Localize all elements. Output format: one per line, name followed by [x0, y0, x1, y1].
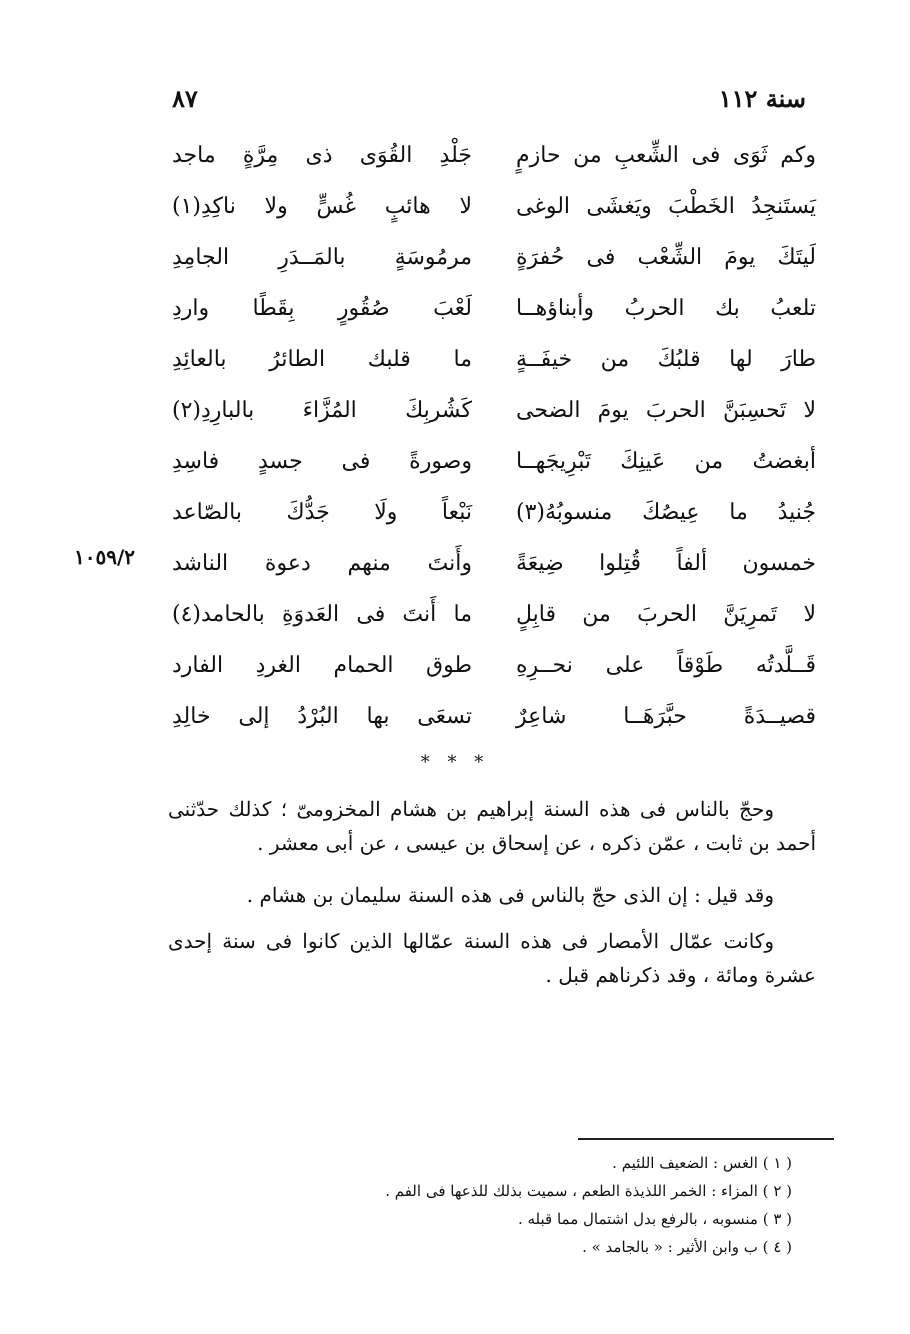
footnote-2: ( ٢ ) المزاء : الخمر اللذيذة الطعم ، سميت بذلك للذعها فى الفم .	[385, 1182, 792, 1200]
verse-1-second-hemistich: جَلْدِ القُوَى ذى مِرَّةٍ ماجد	[172, 143, 472, 168]
verse-10-second-hemistich: ما أَنتَ فى العَدوَةِ بالحامد(٤)	[172, 602, 472, 627]
paragraph-line: عشرة ومائة ، وقد ذكرناهم قبل .	[545, 963, 816, 987]
verse-5-first-hemistich: طارَ لها قلبُكَ من خيفَــةٍ	[516, 347, 816, 372]
paragraph-line: أحمد بن ثابت ، عمّن ذكره ، عن إسحاق بن عيسى ، عن أبى معشر .	[257, 831, 816, 855]
verse-3-second-hemistich: مرمُوسَةٍ بالمَــدَرِ الجامِدِ	[172, 245, 472, 270]
verse-8-first-hemistich: جُنيدُ ما عِيصُكَ منسوبُهُ(٣)	[516, 500, 816, 525]
verse-9-first-hemistich: خمسون ألفاً قُتِلوا ضِيعَةً	[516, 551, 816, 576]
verse-6-second-hemistich: كَشُربِكَ المُزَّاءَ بالبارِدِ(٢)	[172, 398, 472, 423]
verse-2-first-hemistich: يَستَنجِدُ الخَطْبَ ويَغشَى الوغى	[516, 194, 816, 219]
verse-11-first-hemistich: قَــلَّدتُه طَوْقاً على نحــرِهِ	[516, 653, 816, 678]
footnote-divider	[578, 1138, 834, 1140]
running-header-year: سنة ١١٢	[718, 84, 806, 113]
margin-reference: ١٠٥٩/٢	[74, 545, 136, 569]
verse-1-first-hemistich: وكم ثَوَى فى الشِّعبِ من حازمٍ	[516, 143, 816, 168]
page-number: ٨٧	[172, 84, 198, 113]
footnote-3: ( ٣ ) منسوبه ، بالرفع بدل اشتمال مما قبله .	[517, 1210, 792, 1228]
paragraph-3	[168, 924, 816, 992]
verse-3-first-hemistich: لَيتَكَ يومَ الشِّعْب فى حُفرَةٍ	[516, 245, 816, 270]
verse-4-second-hemistich: لَعْبَ صُقُورٍ بِقَطًا واردِ	[172, 296, 472, 321]
verse-10-first-hemistich: لا تَمرِيَنَّ الحربَ من قابِلٍ	[516, 602, 816, 627]
footnote-1: ( ١ ) الغس : الضعيف اللئيم .	[612, 1154, 792, 1172]
verse-8-second-hemistich: نَبْعاً ولَا جَدُّكَ بالصّاعد	[172, 500, 472, 525]
verse-11-second-hemistich: طوق الحمام الغردِ الفارد	[172, 653, 472, 678]
footnote-4: ( ٤ ) ب وابن الأثير : « بالجامد » .	[582, 1238, 792, 1256]
paragraph-2	[168, 878, 816, 912]
verse-12-second-hemistich: تسعَى بها البُرْدُ إلى خالِدِ	[172, 704, 472, 729]
paragraph-line: وقد قيل : إن الذى حجّ بالناس فى هذه السنة سليمان بن هشام .	[246, 883, 774, 907]
verse-2-second-hemistich: لا هائبٍ غُسٍّ ولا ناكِدِ(١)	[172, 194, 472, 219]
verse-7-first-hemistich: أبغضتُ من عَينِكَ تَبْرِيجَهــا	[516, 449, 816, 474]
verse-9-second-hemistich: وأَنتَ منهم دعوة الناشد	[172, 551, 472, 576]
section-separator: * * *	[420, 752, 490, 773]
verse-6-first-hemistich: لا تَحسِبَنَّ الحربَ يومَ الضحى	[516, 398, 816, 423]
verse-7-second-hemistich: وصورةً فى جسدٍ فاسِدِ	[172, 449, 472, 474]
paragraph-line: وكانت عمّال الأمصار فى هذه السنة عمّالها الذين كانوا فى سنة إحدى	[168, 929, 774, 953]
paragraph-line: وحجّ بالناس فى هذه السنة إبراهيم بن هشام المخزومىّ ؛ كذلك حدّثنى	[168, 797, 774, 821]
verse-5-second-hemistich: ما قلبك الطائرُ بالعائِدِ	[172, 347, 472, 372]
paragraph-1	[168, 792, 816, 860]
verse-4-first-hemistich: تلعبُ بك الحربُ وأبناؤهــا	[516, 296, 816, 321]
verse-12-first-hemistich: قصيــدَةً حبَّرَهَــا شاعِرٌ	[516, 704, 816, 729]
